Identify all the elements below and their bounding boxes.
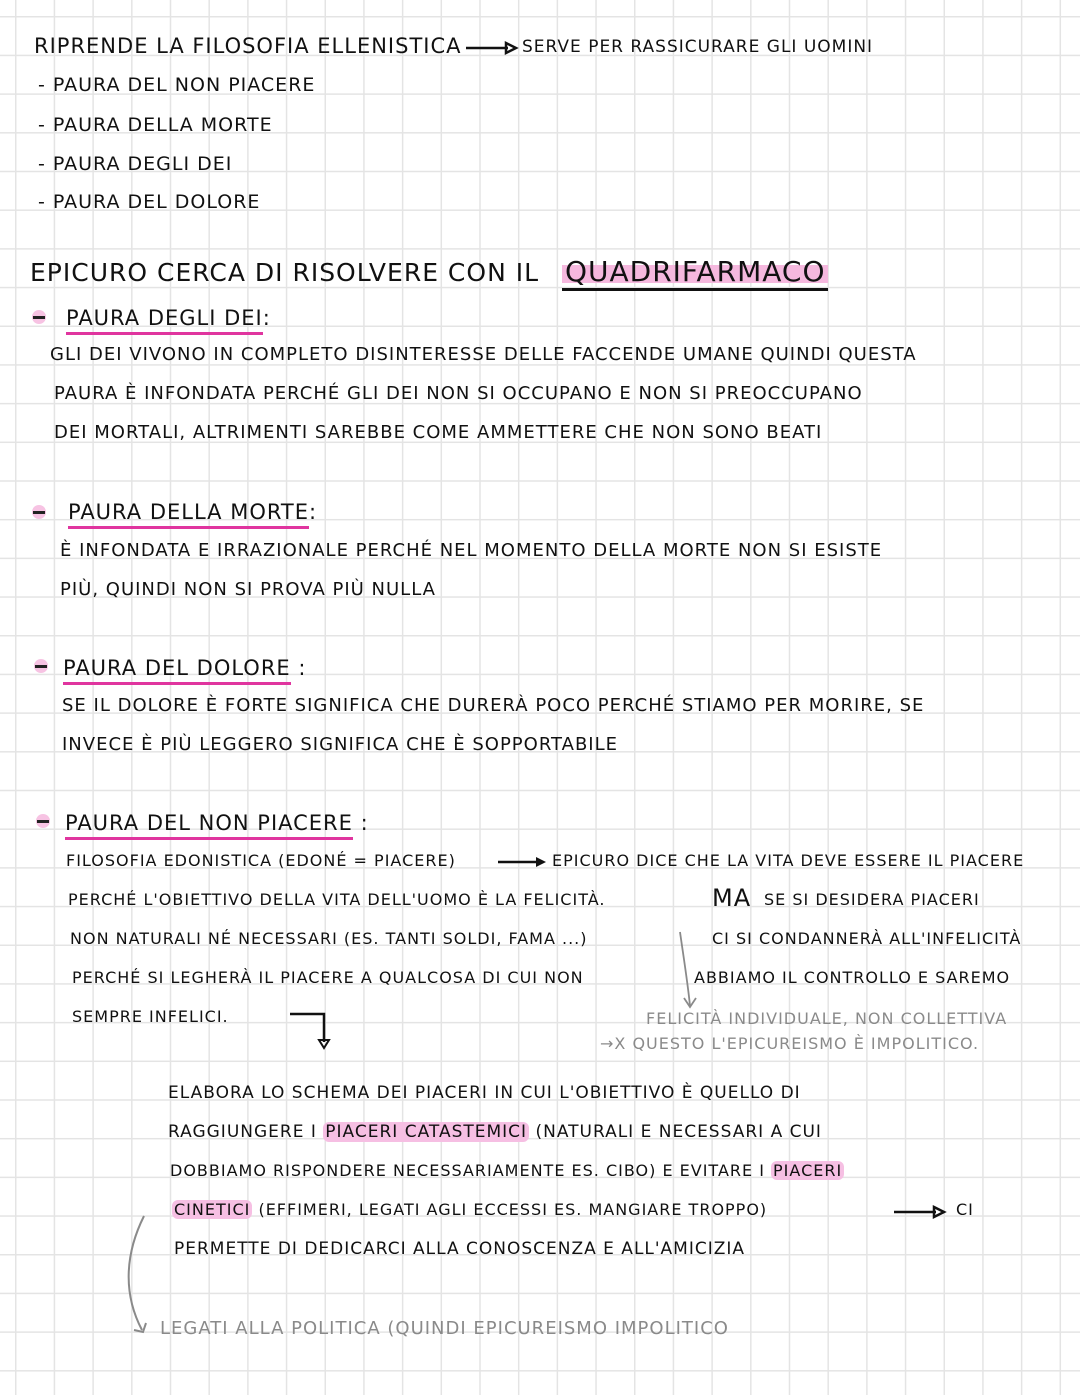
section-line: GLI DEI VIVONO IN COMPLETO DISINTERESSE DELLE FACCENDE UMANE QUINDI QUESTA [50,344,917,365]
curved-arrow-icon [118,1212,158,1336]
quadrifarmaco-heading [30,255,828,288]
fear-list-item: - PAURA DEGLI DEI [38,153,233,175]
fear-list-item: - PAURA DEL DOLORE [38,191,261,213]
section-line: PERCHÉ L'OBIETTIVO DELLA VITA DELL'UOMO È LA FELICITÀ. [68,890,606,909]
schema-line: RAGGIUNGERE I PIACERI CATASTEMICI (NATURALI E NECESSARI A CUI [168,1122,822,1142]
section-line: È INFONDATA E IRRAZIONALE PERCHÉ NEL MOMENTO DELLA MORTE NON SI ESISTE [60,540,883,561]
quadrifarmaco-highlight: QUADRIFARMACO [562,255,829,291]
bullet-dot-icon [36,814,50,828]
side-note-line: →X QUESTO L'EPICUREISMO È IMPOLITICO. [600,1034,980,1053]
footnote: LEGATI ALLA POLITICA (QUINDI EPICUREISMO IMPOLITICO [160,1318,729,1339]
section-line: FILOSOFIA EDONISTICA (EDONÉ = PIACERE) [66,851,456,870]
highlight-catastemici: PIACERI CATASTEMICI [325,1122,528,1142]
intro-result: SERVE PER RASSICURARE GLI UOMINI [522,37,874,57]
section-line: INVECE È PIÙ LEGGERO SIGNIFICA CHE È SOPPORTABILE [62,734,618,755]
section-title-gods: PAURA DEGLI DEI: [66,308,271,329]
arrow-right-icon [894,1206,948,1218]
bullet-dot-icon [32,310,46,324]
intro-heading: RIPRENDE LA FILOSOFIA ELLENISTICA [34,34,462,58]
bullet-dot-icon [32,505,46,519]
section-line: NON NATURALI NÉ NECESSARI (ES. TANTI SOLDI, FAMA ...) [70,929,588,948]
fear-list-item: - PAURA DEL NON PIACERE [38,74,316,96]
schema-line: PERMETTE DI DEDICARCI ALLA CONOSCENZA E ALL'AMICIZIA [174,1239,746,1259]
section-title-death: PAURA DELLA MORTE: [68,502,317,523]
arrow-right-icon [466,42,518,54]
section-line: DEI MORTALI, ALTRIMENTI SAREBBE COME AMMETTERE CHE NON SONO BEATI [54,422,823,443]
schema-line: CINETICI (EFFIMERI, LEGATI AGLI ECCESSI ES. MANGIARE TROPPO) [174,1200,768,1219]
section-line: SE SI DESIDERA PIACERI [764,890,980,909]
schema-line: ELABORA LO SCHEMA DEI PIACERI IN CUI L'OBIETTIVO È QUELLO DI [168,1083,801,1103]
bullet-dot-icon [34,659,48,673]
section-line: PIÙ, QUINDI NON SI PROVA PIÙ NULLA [60,579,436,600]
section-line: PERCHÉ SI LEGHERÀ IL PIACERE A QUALCOSA DI CUI NON [72,968,584,987]
emphasis-ma: MA [712,884,752,912]
section-line: SEMPRE INFELICI. [72,1007,229,1026]
section-title-pain: PAURA DEL DOLORE : [63,658,306,679]
quadrifarmaco-lead: EPICURO CERCA DI RISOLVERE CON IL [30,258,540,287]
highlight-piaceri: PIACERI [773,1161,843,1180]
schema-line: CI [956,1200,974,1219]
highlight-cinetici: CINETICI [174,1200,251,1219]
section-line: EPICURO DICE CHE LA VITA DEVE ESSERE IL PIACERE [552,851,1025,870]
arrow-down-icon [676,930,700,1010]
section-line: PAURA È INFONDATA PERCHÉ GLI DEI NON SI OCCUPANO E NON SI PREOCCUPANO [54,383,863,404]
section-line: ABBIAMO IL CONTROLLO E SAREMO [694,968,1011,987]
side-note-line: FELICITÀ INDIVIDUALE, NON COLLETTIVA [646,1009,1008,1028]
arrow-down-corner-icon [290,1012,335,1052]
fear-list-item: - PAURA DELLA MORTE [38,114,273,136]
section-line: CI SI CONDANNERÀ ALL'INFELICITÀ [712,929,1022,948]
arrow-right-icon [498,856,548,868]
section-line: SE IL DOLORE È FORTE SIGNIFICA CHE DURERÀ POCO PERCHÉ STIAMO PER MORIRE, SE [62,695,925,716]
schema-line: DOBBIAMO RISPONDERE NECESSARIAMENTE ES. CIBO) E EVITARE I PIACERI [170,1161,843,1180]
section-title-no-pleasure: PAURA DEL NON PIACERE : [65,813,369,834]
